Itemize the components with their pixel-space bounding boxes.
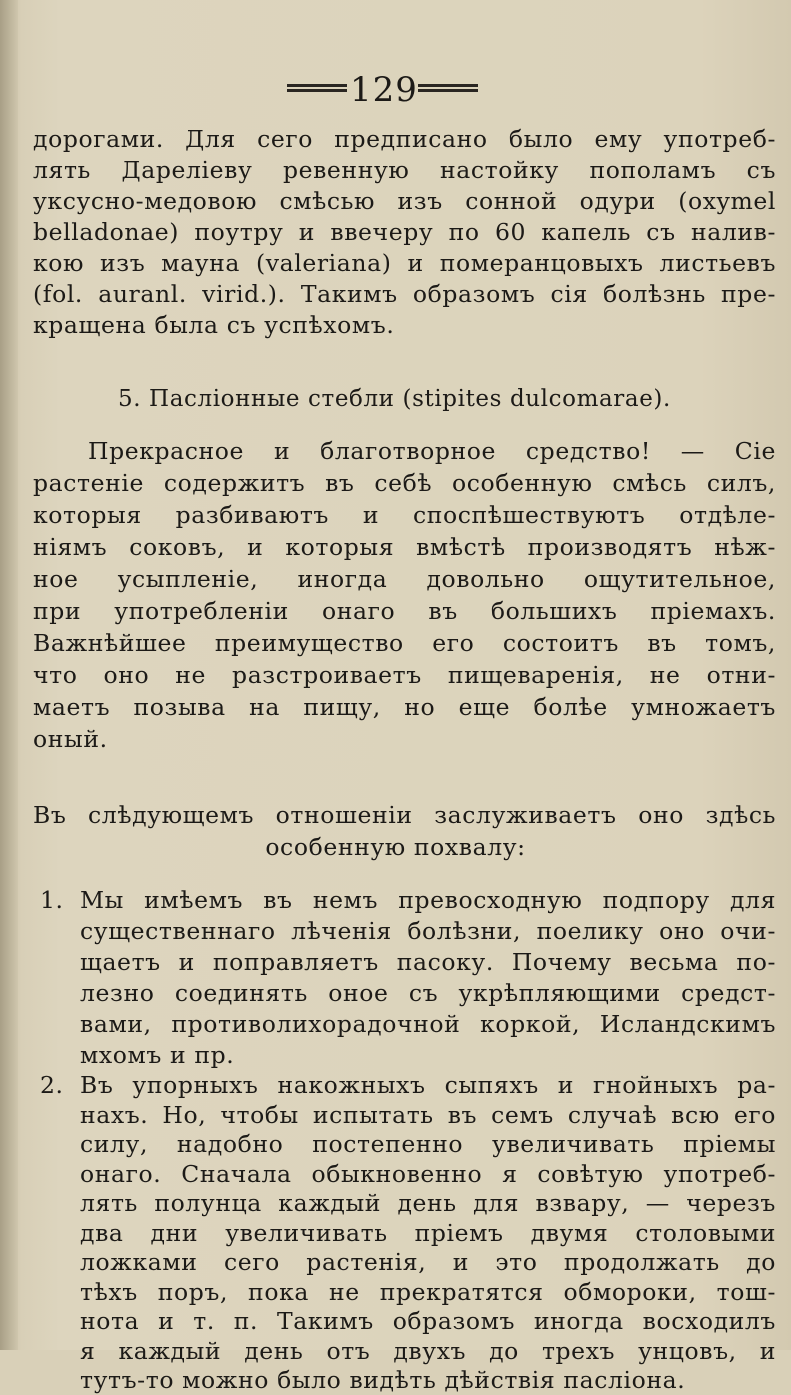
binding-edge — [0, 0, 18, 1350]
item-line: тутъ-то можно было видѣть дѣйствія пасліона. — [80, 1366, 686, 1394]
paragraph1-line: belladonae) поутру и ввечеру по 60 капель съ налив- — [33, 218, 776, 246]
intro-line: Въ слѣдующемъ отношеніи заслуживаетъ оно здѣсь — [33, 801, 776, 829]
item-line: существеннаго лѣченія болѣзни, поелику оно очи- — [80, 917, 776, 945]
header-rule-right — [418, 84, 478, 92]
item-line: мхомъ и пр. — [80, 1041, 235, 1069]
item-line: Въ упорныхъ накожныхъ сыпяхъ и гнойныхъ ра- — [80, 1071, 776, 1099]
paragraph2-line: Важнѣйшее преимущество его состоитъ въ томъ, — [33, 629, 776, 657]
item-line: нахъ. Но, чтобы испытать въ семъ случаѣ всю его — [80, 1100, 776, 1129]
item-line: щаетъ и поправляетъ пасоку. Почему весьма по- — [80, 948, 776, 976]
item-line: вами, противолихорадочной коркой, Исландскимъ — [80, 1010, 776, 1038]
paragraph1-line: (fol. auranl. virid.). Такимъ образомъ сія болѣзнь пре- — [33, 280, 776, 308]
paragraph1-line: лять Дареліеву ревенную настойку пополамъ съ — [33, 156, 776, 184]
item-line: тѣхъ поръ, пока не прекратятся обмороки, тош- — [80, 1277, 776, 1306]
paragraph2-line: что оно не разстроиваетъ пищеваренія, не отни- — [33, 661, 776, 689]
paragraph2-line: которыя разбиваютъ и споспѣшествуютъ отдѣле- — [33, 501, 776, 529]
paragraph2-line: ное усыпленіе, иногда довольно ощутительное, — [33, 565, 776, 593]
paragraph1-line: дорогами. Для сего предписано было ему употреб- — [33, 125, 776, 153]
paragraph1-line: уксусно-медовою смѣсью изъ сонной одури (oxymel — [33, 187, 776, 215]
paragraph2-line: ніямъ соковъ, и которыя вмѣстѣ производятъ нѣж- — [33, 533, 776, 561]
item-number: 1. — [40, 886, 64, 914]
paragraph2-line: при употребленіи онаго въ большихъ пріемахъ. — [33, 597, 776, 625]
page-header — [0, 70, 791, 110]
intro-line: особенную похвалу: — [265, 833, 526, 861]
page-number: 129 — [350, 70, 418, 110]
item-line: я каждый день отъ двухъ до трехъ унцовъ, и — [80, 1336, 776, 1365]
item-line: Мы имѣемъ въ немъ превосходную подпору для — [80, 886, 776, 914]
paragraph2-line: маетъ позыва на пищу, но еще болѣе умножаетъ — [33, 693, 776, 721]
paragraph2-line: растеніе содержитъ въ себѣ особенную смѣсь силъ, — [33, 469, 776, 497]
item-line: два дни увеличивать пріемъ двумя столовыми — [80, 1218, 776, 1247]
item-line: лять полунца каждый день для взвару, — черезъ — [80, 1189, 776, 1217]
item-line: нота и т. п. Такимъ образомъ иногда восходилъ — [80, 1307, 776, 1335]
paragraph1-line: кращена была съ успѣхомъ. — [33, 311, 395, 339]
section-heading: 5. Паслiонные стебли (stipites dulcomarae). — [118, 386, 671, 412]
item-line: силу, надобно постепенно увеличивать пріемы — [80, 1130, 776, 1158]
item-number: 2. — [40, 1071, 64, 1099]
paragraph2-line: Прекрасное и благотворное средство! — Сіе — [88, 437, 776, 465]
item-line: онаго. Сначала обыкновенно я совѣтую употреб- — [80, 1159, 776, 1188]
paragraph2-line: оный. — [33, 725, 108, 753]
header-rule-left — [287, 84, 347, 92]
paragraph1-line: кою изъ мауна (valeriana) и померанцовыхъ листьевъ — [33, 249, 776, 277]
item-line: лезно соединять оное съ укрѣпляющими средст- — [80, 979, 776, 1007]
item-line: ложками сего растенія, и это продолжать до — [80, 1248, 776, 1276]
